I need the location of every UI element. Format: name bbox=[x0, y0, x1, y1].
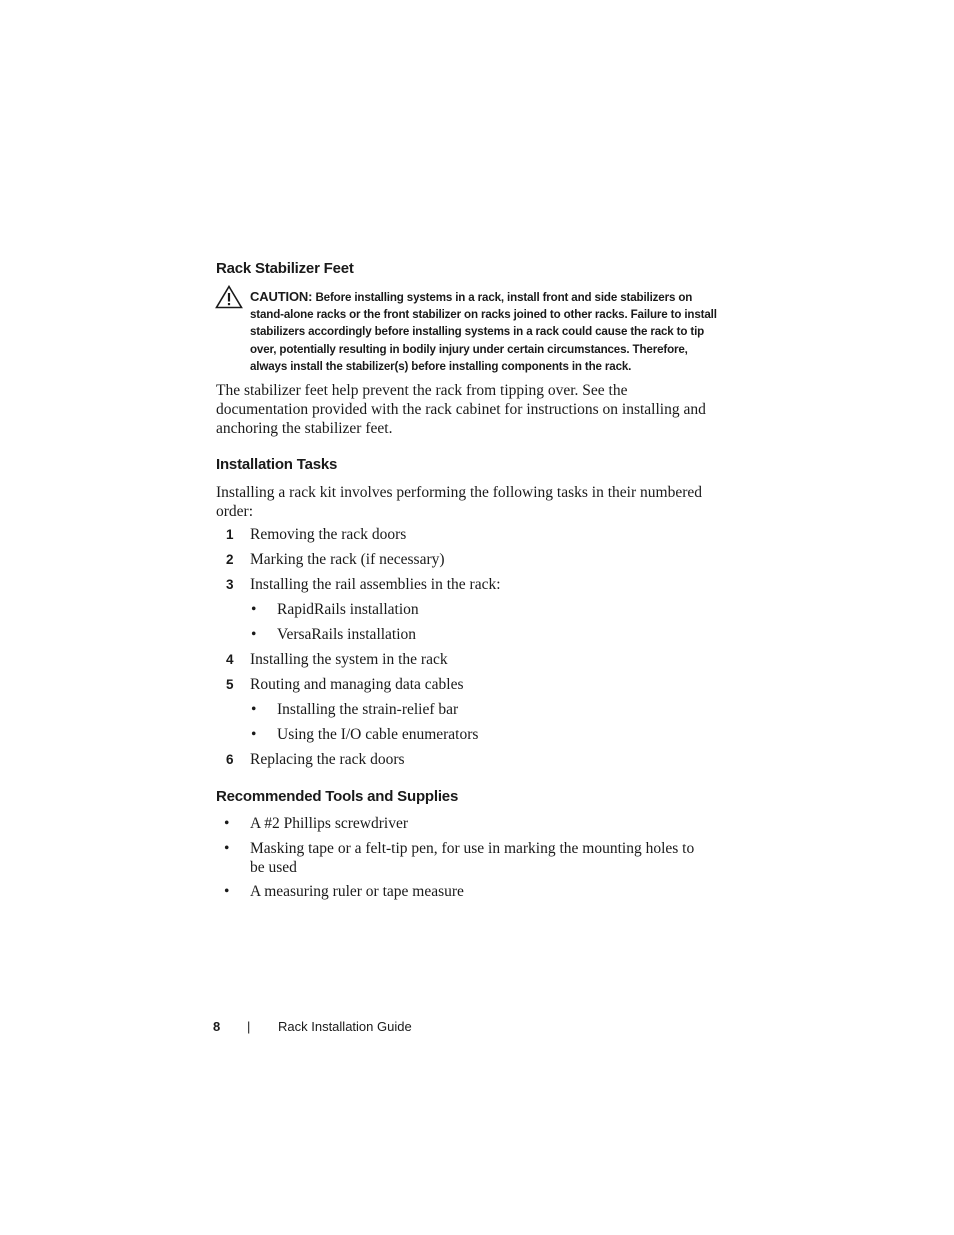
task-text: Marking the rack (if necessary) bbox=[250, 551, 445, 568]
task-text: Replacing the rack doors bbox=[250, 751, 405, 768]
task-subitem-text: RapidRails installation bbox=[277, 601, 419, 618]
bullet-marker: • bbox=[251, 626, 257, 643]
task-number: 5 bbox=[226, 677, 234, 692]
task-number: 2 bbox=[226, 552, 234, 567]
task-subitem-text: Installing the strain-relief bar bbox=[277, 701, 459, 718]
bullet-marker: • bbox=[251, 726, 257, 743]
bullet-marker: • bbox=[224, 840, 230, 857]
caution-note bbox=[250, 288, 722, 375]
task-number: 6 bbox=[226, 752, 234, 767]
tool-item-text: Masking tape or a felt-tip pen, for use in marking the mounting holes to be used bbox=[250, 840, 695, 876]
caution-label: CAUTION: bbox=[250, 289, 313, 304]
task-number: 4 bbox=[226, 652, 234, 667]
footer-separator: | bbox=[247, 1019, 251, 1034]
bullet-marker: • bbox=[251, 701, 257, 718]
task-text: Routing and managing data cables bbox=[250, 676, 464, 693]
bullet-marker: • bbox=[224, 815, 230, 832]
section-heading-installation-tasks: Installation Tasks bbox=[216, 456, 338, 473]
task-text: Installing the rail assemblies in the rack: bbox=[250, 576, 501, 593]
tool-item-text: A #2 Phillips screwdriver bbox=[250, 815, 408, 832]
footer-guide-title: Rack Installation Guide bbox=[278, 1019, 412, 1034]
task-number: 3 bbox=[226, 577, 234, 592]
section-heading-tools: Recommended Tools and Supplies bbox=[216, 788, 459, 805]
caution-triangle-icon bbox=[215, 285, 243, 309]
task-number: 1 bbox=[226, 527, 234, 542]
task-text: Installing the system in the rack bbox=[250, 651, 448, 668]
tasks-intro: Installing a rack kit involves performing the following tasks in their numbered order: bbox=[216, 484, 702, 520]
task-text: Removing the rack doors bbox=[250, 526, 407, 543]
page-number: 8 bbox=[213, 1019, 221, 1034]
tool-item-text: A measuring ruler or tape measure bbox=[250, 883, 464, 900]
bullet-marker: • bbox=[251, 601, 257, 618]
task-subitem-text: VersaRails installation bbox=[277, 626, 417, 643]
bullet-marker: • bbox=[224, 883, 230, 900]
stabilizer-paragraph: The stabilizer feet help prevent the rack from tipping over. See the documentation provided with the rack cabinet for instructions on installing and anchoring the stabilizer feet. bbox=[216, 382, 706, 437]
task-subitem-text: Using the I/O cable enumerators bbox=[277, 726, 479, 743]
caution-body: Before installing systems in a rack, install front and side stabilizers on stand-alone racks or the front stabilizer on racks joined to other racks. Failure to install stabilizers accordingly before installing systems in a rack could cause the rack to tip over, potentially resulting in bodily injury under certain circumstances. Therefore, always install the stabilizer(s) before installing components in the rack. bbox=[250, 291, 717, 373]
section-heading-stabilizer: Rack Stabilizer Feet bbox=[216, 260, 354, 277]
